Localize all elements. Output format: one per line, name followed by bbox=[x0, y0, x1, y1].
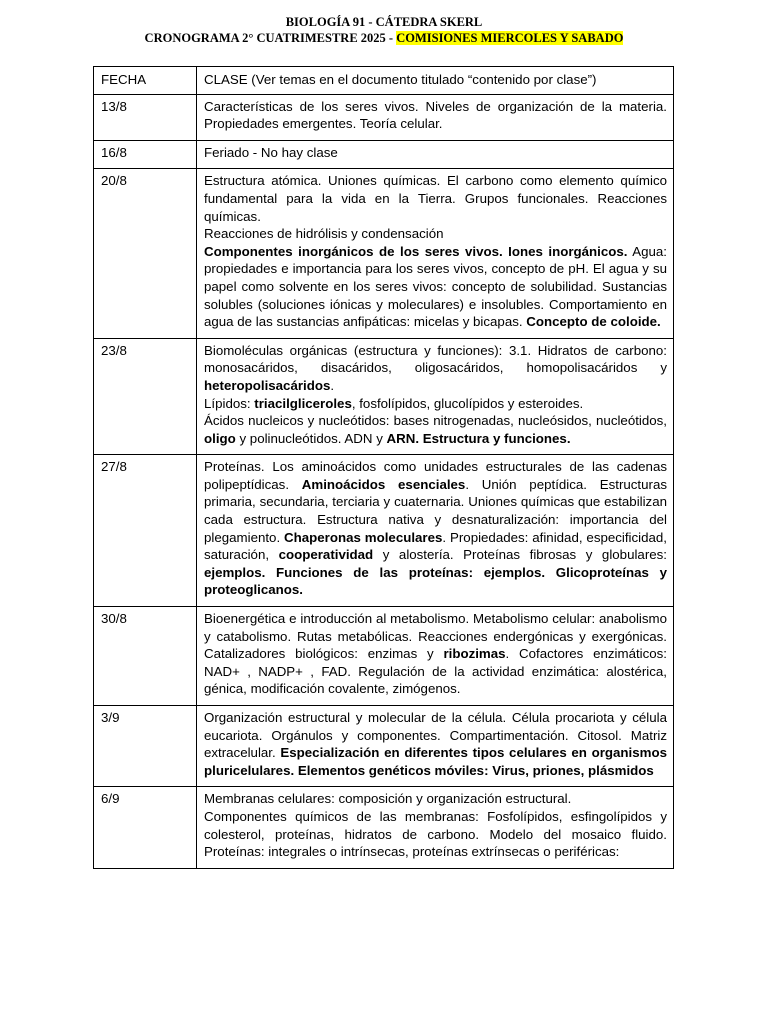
row-date: 16/8 bbox=[94, 140, 197, 169]
topic-text: . Unión peptídica. Estructuras primaria, secundaria, terciaria y cuaternaria. Uniones químicas que estabilizan cada estructura. Estructura nativa y desnaturalización: importancia del plegamiento. bbox=[204, 476, 667, 545]
row-date: 6/9 bbox=[94, 787, 197, 868]
class-paragraph bbox=[204, 412, 667, 447]
row-date: 3/9 bbox=[94, 706, 197, 787]
table-row bbox=[94, 140, 674, 169]
commission-highlight: COMISIONES MIERCOLES Y SABADO bbox=[396, 31, 624, 45]
class-paragraph bbox=[204, 790, 667, 808]
class-paragraph bbox=[204, 98, 667, 133]
class-paragraph bbox=[204, 342, 667, 395]
emphasized-topic: oligo bbox=[204, 430, 236, 446]
emphasized-topic: triacilgliceroles bbox=[254, 395, 352, 411]
topic-text: Biomoléculas orgánicas (estructura y funciones): 3.1. Hidratos de carbono: monosacáridos, disacáridos, oligosacáridos, homopolisacáridos y bbox=[204, 342, 667, 376]
schedule-title-prefix: CRONOGRAMA 2° CUATRIMESTRE 2025 - bbox=[144, 31, 397, 45]
topic-text: . bbox=[330, 377, 335, 393]
row-class-content bbox=[197, 338, 674, 455]
topic-text: Membranas celulares: composición y organización estructural. bbox=[204, 791, 572, 807]
row-date: 13/8 bbox=[94, 94, 197, 140]
table-row bbox=[94, 607, 674, 706]
row-class-content bbox=[197, 140, 674, 169]
table-row bbox=[94, 338, 674, 455]
topic-text: y polinucleótidos. ADN y bbox=[235, 430, 387, 446]
topic-text: Feriado - No hay clase bbox=[204, 144, 338, 160]
column-header-clase: CLASE (Ver temas en el documento titulado “contenido por clase”) bbox=[197, 67, 674, 95]
topic-text: Ácidos nucleicos y nucleótidos: bases nitrogenadas, nucleósidos, nucleótidos, bbox=[204, 413, 667, 429]
emphasized-topic: ribozimas bbox=[443, 646, 506, 662]
class-paragraph bbox=[204, 458, 667, 599]
class-paragraph bbox=[204, 172, 667, 225]
document-header bbox=[0, 14, 768, 46]
row-date: 30/8 bbox=[94, 607, 197, 706]
table-row bbox=[94, 169, 674, 338]
table-row bbox=[94, 455, 674, 607]
row-class-content bbox=[197, 169, 674, 338]
emphasized-topic: Componentes inorgánicos de los seres vivos. Iones inorgánicos. bbox=[204, 243, 628, 259]
topic-text: , fosfolípidos, glucolípidos y esteroides. bbox=[351, 395, 584, 411]
emphasized-topic: Concepto de coloide. bbox=[526, 314, 661, 330]
emphasized-topic: Especialización en diferentes tipos celulares en organismos pluricelulares. Elementos genéticos móviles: Virus, priones, plásmidos bbox=[204, 745, 667, 778]
class-paragraph bbox=[204, 225, 667, 243]
row-class-content bbox=[197, 607, 674, 706]
class-paragraph bbox=[204, 610, 667, 698]
class-paragraph bbox=[204, 808, 667, 861]
row-class-content bbox=[197, 706, 674, 787]
table-row bbox=[94, 787, 674, 868]
topic-text: Organización estructural y molecular de la célula. Célula procariota y célula eucariota. Orgánulos y componentes. Compartimentación. Citosol. Matriz extracelular. bbox=[204, 710, 667, 761]
emphasized-topic: ejemplos. Funciones de las proteínas: ejemplos. Glicoproteínas y proteoglicanos. bbox=[204, 564, 667, 598]
topic-text: Componentes químicos de las membranas: Fosfolípidos, esfingolípidos y colesterol, proteínas, hidratos de carbono. Modelo del mosaico fluido. Proteínas: integrales o intrínsecas, proteínas extrínsecas o periféricas: bbox=[204, 808, 667, 860]
table-row bbox=[94, 94, 674, 140]
schedule-table bbox=[93, 66, 674, 869]
row-date: 23/8 bbox=[94, 338, 197, 455]
emphasized-topic: Chaperonas moleculares bbox=[284, 529, 443, 545]
topic-text: Características de los seres vivos. Niveles de organización de la materia. Propiedades emergentes. Teoría celular. bbox=[204, 98, 667, 132]
row-class-content bbox=[197, 455, 674, 607]
topic-text: Bioenergética e introducción al metabolismo. Metabolismo celular: anabolismo y catabolismo. Rutas metabólicas. Reacciones endergónicas y exergónicas. Catalizadores biológicos: enzimas y bbox=[204, 611, 667, 662]
topic-text: . Propiedades: afinidad, especificidad, saturación, bbox=[204, 529, 667, 563]
topic-text: y alostería. Proteínas fibrosas y globulares: bbox=[373, 547, 667, 563]
table-header-row bbox=[94, 67, 674, 95]
emphasized-topic: cooperatividad bbox=[278, 547, 374, 563]
course-title: BIOLOGÍA 91 - CÁTEDRA SKERL bbox=[285, 15, 483, 29]
class-paragraph bbox=[204, 709, 667, 779]
row-date: 27/8 bbox=[94, 455, 197, 607]
emphasized-topic: ARN. Estructura y funciones. bbox=[386, 430, 571, 446]
class-paragraph bbox=[204, 243, 667, 331]
topic-text: Agua: propiedades e importancia para los seres vivos, concepto de pH. El agua y su papel como solvente en los seres vivos: concepto de solubilidad. Sustancias solubles (soluciones iónicas y moleculares) e insolubles. Comportamiento en agua de las sustancias anfipáticas: micelas y bicapas. bbox=[204, 243, 667, 330]
column-header-fecha: FECHA bbox=[94, 67, 197, 95]
emphasized-topic: Aminoácidos esenciales bbox=[301, 476, 466, 492]
topic-text: Reacciones de hidrólisis y condensación bbox=[204, 226, 444, 242]
topic-text: Proteínas. Los aminoácidos como unidades estructurales de las cadenas polipeptídicas. bbox=[204, 459, 667, 492]
class-paragraph bbox=[204, 144, 667, 162]
topic-text: . Cofactores enzimáticos: NAD+ , NADP+ , FAD. Regulación de la actividad enzimática: alostérica, génica, modificación covalente, zimógenos. bbox=[204, 646, 667, 697]
row-class-content bbox=[197, 787, 674, 868]
topic-text: Estructura atómica. Uniones químicas. El carbono como elemento químico fundamental para la vida en la Tierra. Grupos funcionales. Reacciones químicas. bbox=[204, 173, 667, 224]
emphasized-topic: heteropolisacáridos bbox=[204, 377, 331, 393]
row-class-content bbox=[197, 94, 674, 140]
topic-text: Lípidos: bbox=[204, 395, 255, 411]
table-row bbox=[94, 706, 674, 787]
class-paragraph bbox=[204, 395, 667, 413]
row-date: 20/8 bbox=[94, 169, 197, 338]
schedule-title bbox=[0, 30, 768, 46]
